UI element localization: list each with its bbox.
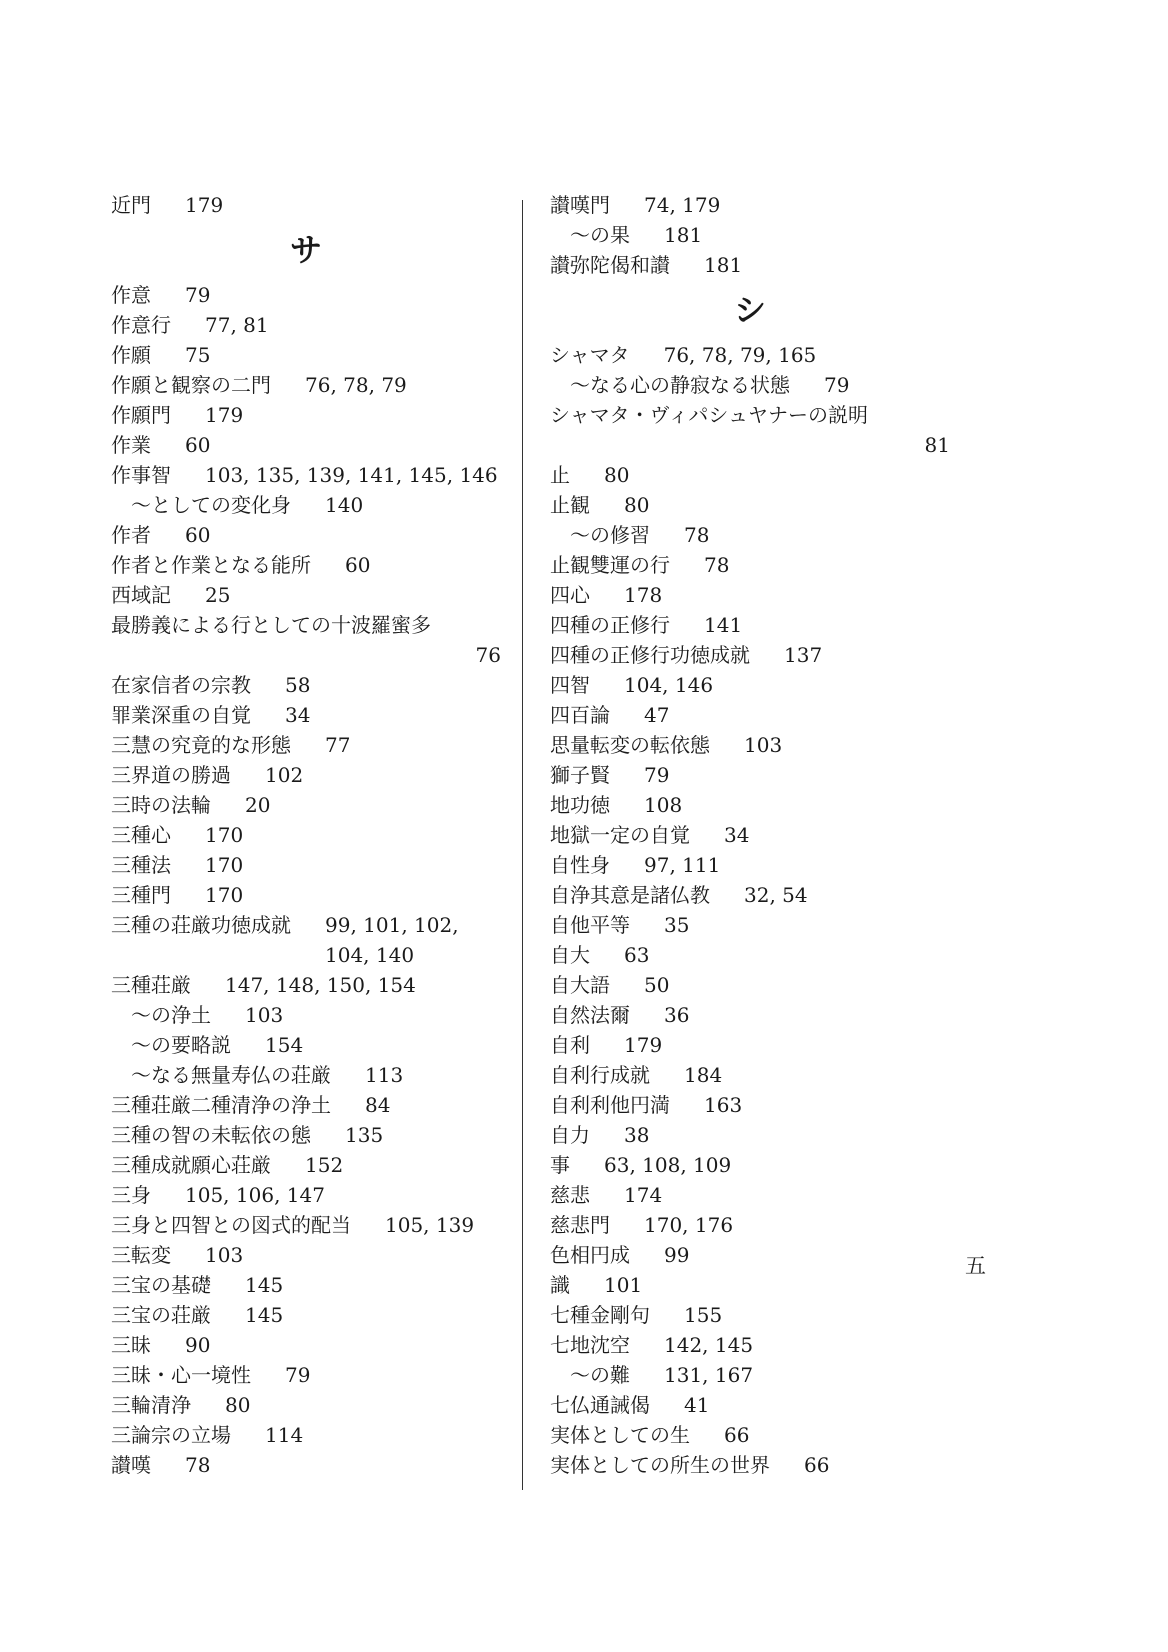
index-pages: 79 [285,1363,311,1387]
index-term: ～の難 [570,1363,630,1387]
index-entry [111,370,501,400]
index-column-right [550,190,950,1480]
index-term: 三昧・心一境性 [111,1363,251,1387]
index-pages: 103, 135, 139, 141, 145, 146 [205,463,498,487]
index-term: ～の要略説 [131,1033,231,1057]
index-pages: 81 [924,433,950,457]
index-term: ～なる心の静寂なる状態 [570,373,790,397]
index-pages: 140 [325,493,364,517]
index-term: 自他平等 [550,913,630,937]
index-pages: 170 [205,883,244,907]
index-entry [111,490,501,520]
index-entry [111,1270,501,1300]
index-entry [550,1180,950,1210]
index-pages: 97, 111 [644,853,721,877]
index-pages: 99 [664,1243,690,1267]
index-pages: 66 [804,1453,830,1477]
index-term: 最勝義による行としての十波羅蜜多 [111,613,431,637]
index-entry [111,730,501,760]
index-entry [111,1360,501,1390]
index-entry [550,670,950,700]
index-pages: 25 [205,583,231,607]
index-pages: 63, 108, 109 [604,1153,732,1177]
index-entry [550,1300,950,1330]
index-term: 三輪清浄 [111,1393,191,1417]
index-entry [111,1120,501,1150]
index-term: ～なる無量寿仏の荘厳 [131,1063,331,1087]
index-entry [111,1090,501,1120]
index-term: 三種の智の未転依の態 [111,1123,311,1147]
index-term: 慈悲 [550,1183,590,1207]
index-pages: 60 [185,523,211,547]
section-heading: シ [733,291,766,329]
index-pages: 78 [704,553,730,577]
index-entry [550,700,950,730]
index-pages: 50 [644,973,670,997]
index-pages: 79 [185,283,211,307]
index-pages: 142, 145 [664,1333,754,1357]
index-term: 讃嘆 [111,1453,151,1477]
index-pages: 80 [624,493,650,517]
index-term: シャマタ・ヴィパシュヤナーの説明 [550,403,868,427]
index-pages: 181 [704,253,743,277]
index-pages: 102 [265,763,304,787]
index-term: 自大 [550,943,590,967]
index-pages: 155 [684,1303,723,1327]
index-term: 讃弥陀偈和讃 [550,253,670,277]
index-pages: 170 [205,823,244,847]
index-term: 思量転変の転依態 [550,733,710,757]
index-entry [550,1450,950,1480]
index-pages: 103 [205,1243,244,1267]
index-entry [111,910,501,970]
index-pages: 79 [644,763,670,787]
index-term: 四智 [550,673,590,697]
index-term: 自力 [550,1123,590,1147]
index-pages: 66 [724,1423,750,1447]
index-entry [111,430,501,460]
index-entry [111,310,501,340]
index-term: 作業 [111,433,151,457]
index-entry [111,1420,501,1450]
index-pages: 38 [624,1123,650,1147]
index-entry [550,520,950,550]
index-entry [111,280,501,310]
index-term: 作意 [111,283,151,307]
index-pages: 77 [325,733,351,757]
index-pages: 103 [744,733,783,757]
index-entry [550,850,950,880]
index-pages: 60 [345,553,371,577]
index-entry [550,1030,950,1060]
index-term: 地獄一定の自覚 [550,823,690,847]
index-pages: 58 [285,673,311,697]
index-entry [111,1300,501,1330]
index-term: 自利行成就 [550,1063,650,1087]
index-term: 止観雙運の行 [550,553,670,577]
index-entry [111,460,501,490]
index-pages: 105, 139 [385,1213,475,1237]
index-pages: 41 [684,1393,710,1417]
index-pages: 36 [664,1003,690,1027]
index-pages: 77, 81 [205,313,269,337]
index-entry [111,1060,501,1090]
index-term: 実体としての所生の世界 [550,1453,770,1477]
index-pages: 76 [475,643,501,667]
index-entry [111,520,501,550]
index-pages: 35 [664,913,690,937]
index-column-left [111,190,501,1480]
index-pages: 74, 179 [644,193,721,217]
index-entry [550,1390,950,1420]
index-term: 三身 [111,1183,151,1207]
index-entry [111,550,501,580]
index-term: 七地沈空 [550,1333,630,1357]
index-entry [111,1330,501,1360]
index-entry [550,580,950,610]
index-term: 近門 [111,193,151,217]
index-pages: 103 [245,1003,284,1027]
index-entry [550,340,950,370]
index-term: 三転変 [111,1243,171,1267]
index-term: 四種の正修行功徳成就 [550,643,750,667]
index-term: 止 [550,463,570,487]
index-term: 作者と作業となる能所 [111,553,311,577]
index-pages: 163 [704,1093,743,1117]
index-term: 七仏通誡偈 [550,1393,650,1417]
index-term: 三慧の究竟的な形態 [111,733,291,757]
index-entry [550,1360,950,1390]
index-entry [111,790,501,820]
index-entry [111,1240,501,1270]
index-pages: 80 [604,463,630,487]
index-pages: 20 [245,793,271,817]
index-pages: 34 [724,823,750,847]
index-term: シャマタ [550,343,630,367]
index-pages: 137 [784,643,823,667]
index-entry [550,1060,950,1090]
index-term: 三種成就願心荘厳 [111,1153,271,1177]
index-pages: 78 [684,523,710,547]
index-term: 識 [550,1273,570,1297]
index-term: 作意行 [111,313,171,337]
index-term: 三界道の勝過 [111,763,231,787]
index-entry [550,250,950,280]
index-term: ～の浄土 [131,1003,211,1027]
index-pages: 131, 167 [664,1363,754,1387]
index-term: 自大語 [550,973,610,997]
index-term: 七種金剛句 [550,1303,650,1327]
index-entry [111,400,501,430]
index-entry [111,670,501,700]
index-entry [550,1120,950,1150]
index-term: 慈悲門 [550,1213,610,1237]
index-entry [550,940,950,970]
index-term: 三時の法輪 [111,793,211,817]
index-entry [111,1000,501,1030]
index-pages: 141 [704,613,743,637]
index-term: ～の果 [570,223,630,247]
index-pages: 114 [265,1423,304,1447]
index-term: 地功徳 [550,793,610,817]
index-entry [111,1180,501,1210]
index-term: 三宝の基礎 [111,1273,211,1297]
index-entry [550,730,950,760]
index-pages: 170 [205,853,244,877]
index-entry [550,1270,950,1300]
index-entry [550,1210,950,1240]
index-entry [550,640,950,670]
index-entry [550,1150,950,1180]
section-heading: サ [289,231,322,269]
index-term: 自浄其意是諸仏教 [550,883,710,907]
index-term: 三論宗の立場 [111,1423,231,1447]
index-pages: 113 [365,1063,404,1087]
index-term: ～としての変化身 [131,493,291,517]
index-entry [550,790,950,820]
index-entry [111,970,501,1000]
index-pages: 174 [624,1183,663,1207]
index-pages: 179 [205,403,244,427]
index-entry [111,880,501,910]
index-pages: 76, 78, 79, 165 [663,343,817,367]
index-pages: 145 [245,1273,284,1297]
index-pages: 184 [684,1063,723,1087]
index-entry [111,1210,501,1240]
index-entry [550,490,950,520]
index-entry [550,1240,950,1270]
index-term: 西域記 [111,583,171,607]
index-pages: 178 [624,583,663,607]
index-term: 三種の荘厳功徳成就 [111,913,291,937]
index-term: 在家信者の宗教 [111,673,251,697]
index-entry [111,1450,501,1480]
index-term: 四種の正修行 [550,613,670,637]
index-pages: 84 [365,1093,391,1117]
index-entry [111,610,501,670]
index-entry [550,1090,950,1120]
index-pages: 135 [345,1123,384,1147]
index-pages: 170, 176 [644,1213,734,1237]
index-term: 三種門 [111,883,171,907]
index-pages: 147, 148, 150, 154 [225,973,416,997]
index-term: 四百論 [550,703,610,727]
index-pages: 104, 146 [624,673,714,697]
index-entry [111,820,501,850]
index-entry [111,850,501,880]
index-entry [550,460,950,490]
index-pages: 47 [644,703,670,727]
index-term: 自利 [550,1033,590,1057]
index-term: 止観 [550,493,590,517]
index-entry [550,220,950,250]
index-pages: 75 [185,343,211,367]
index-term: 三種荘厳 [111,973,191,997]
index-pages: 79 [824,373,850,397]
index-pages: 63 [624,943,650,967]
index-entry [111,1390,501,1420]
index-entry [111,190,501,220]
index-term: 作願と観察の二門 [111,373,271,397]
index-term: 三身と四智との図式的配当 [111,1213,351,1237]
index-pages: 34 [285,703,311,727]
index-entry [550,190,950,220]
index-term: 自利利他円満 [550,1093,670,1117]
index-pages: 181 [664,223,703,247]
index-term: 三昧 [111,1333,151,1357]
index-term: 作事智 [111,463,171,487]
index-pages: 152 [305,1153,344,1177]
index-entry [550,970,950,1000]
index-entry [550,1420,950,1450]
index-term: 事 [550,1153,570,1177]
index-entry [550,610,950,640]
index-term: 色相円成 [550,1243,630,1267]
index-pages: 32, 54 [744,883,808,907]
index-entry [111,580,501,610]
page-number: 五 [965,1254,986,1278]
index-pages: 105, 106, 147 [185,1183,325,1207]
index-entry [550,1000,950,1030]
index-entry [550,910,950,940]
index-pages: 76, 78, 79 [305,373,407,397]
index-term: 作願門 [111,403,171,427]
index-term: 作者 [111,523,151,547]
index-pages: 179 [185,193,224,217]
index-term: 三種心 [111,823,171,847]
index-pages-continued: 104, 140 [325,943,415,967]
index-term: 獅子賢 [550,763,610,787]
index-pages: 60 [185,433,211,457]
index-term: 三種法 [111,853,171,877]
index-entry [111,340,501,370]
index-term: 作願 [111,343,151,367]
index-term: 三種荘厳二種清浄の浄土 [111,1093,331,1117]
index-term: 罪業深重の自覚 [111,703,251,727]
index-term: 四心 [550,583,590,607]
index-entry [111,1150,501,1180]
index-term: 自性身 [550,853,610,877]
index-pages: 80 [225,1393,251,1417]
index-entry [550,880,950,910]
index-pages: 154 [265,1033,304,1057]
index-entry [550,550,950,580]
index-entry [550,400,950,460]
index-entry [111,1030,501,1060]
index-term: 讃嘆門 [550,193,610,217]
index-pages: 179 [624,1033,663,1057]
index-entry [111,760,501,790]
index-entry [550,820,950,850]
index-entry [550,1330,950,1360]
index-entry [550,760,950,790]
index-pages: 108 [644,793,683,817]
index-entry [111,700,501,730]
index-term: 自然法爾 [550,1003,630,1027]
index-pages: 145 [245,1303,284,1327]
column-divider [522,200,523,1490]
index-term: 三宝の荘厳 [111,1303,211,1327]
index-term: 実体としての生 [550,1423,690,1447]
index-pages: 99, 101, 102, [325,913,459,937]
index-entry [550,370,950,400]
index-term: ～の修習 [570,523,650,547]
index-pages: 78 [185,1453,211,1477]
index-pages: 90 [185,1333,211,1357]
index-pages: 101 [604,1273,643,1297]
